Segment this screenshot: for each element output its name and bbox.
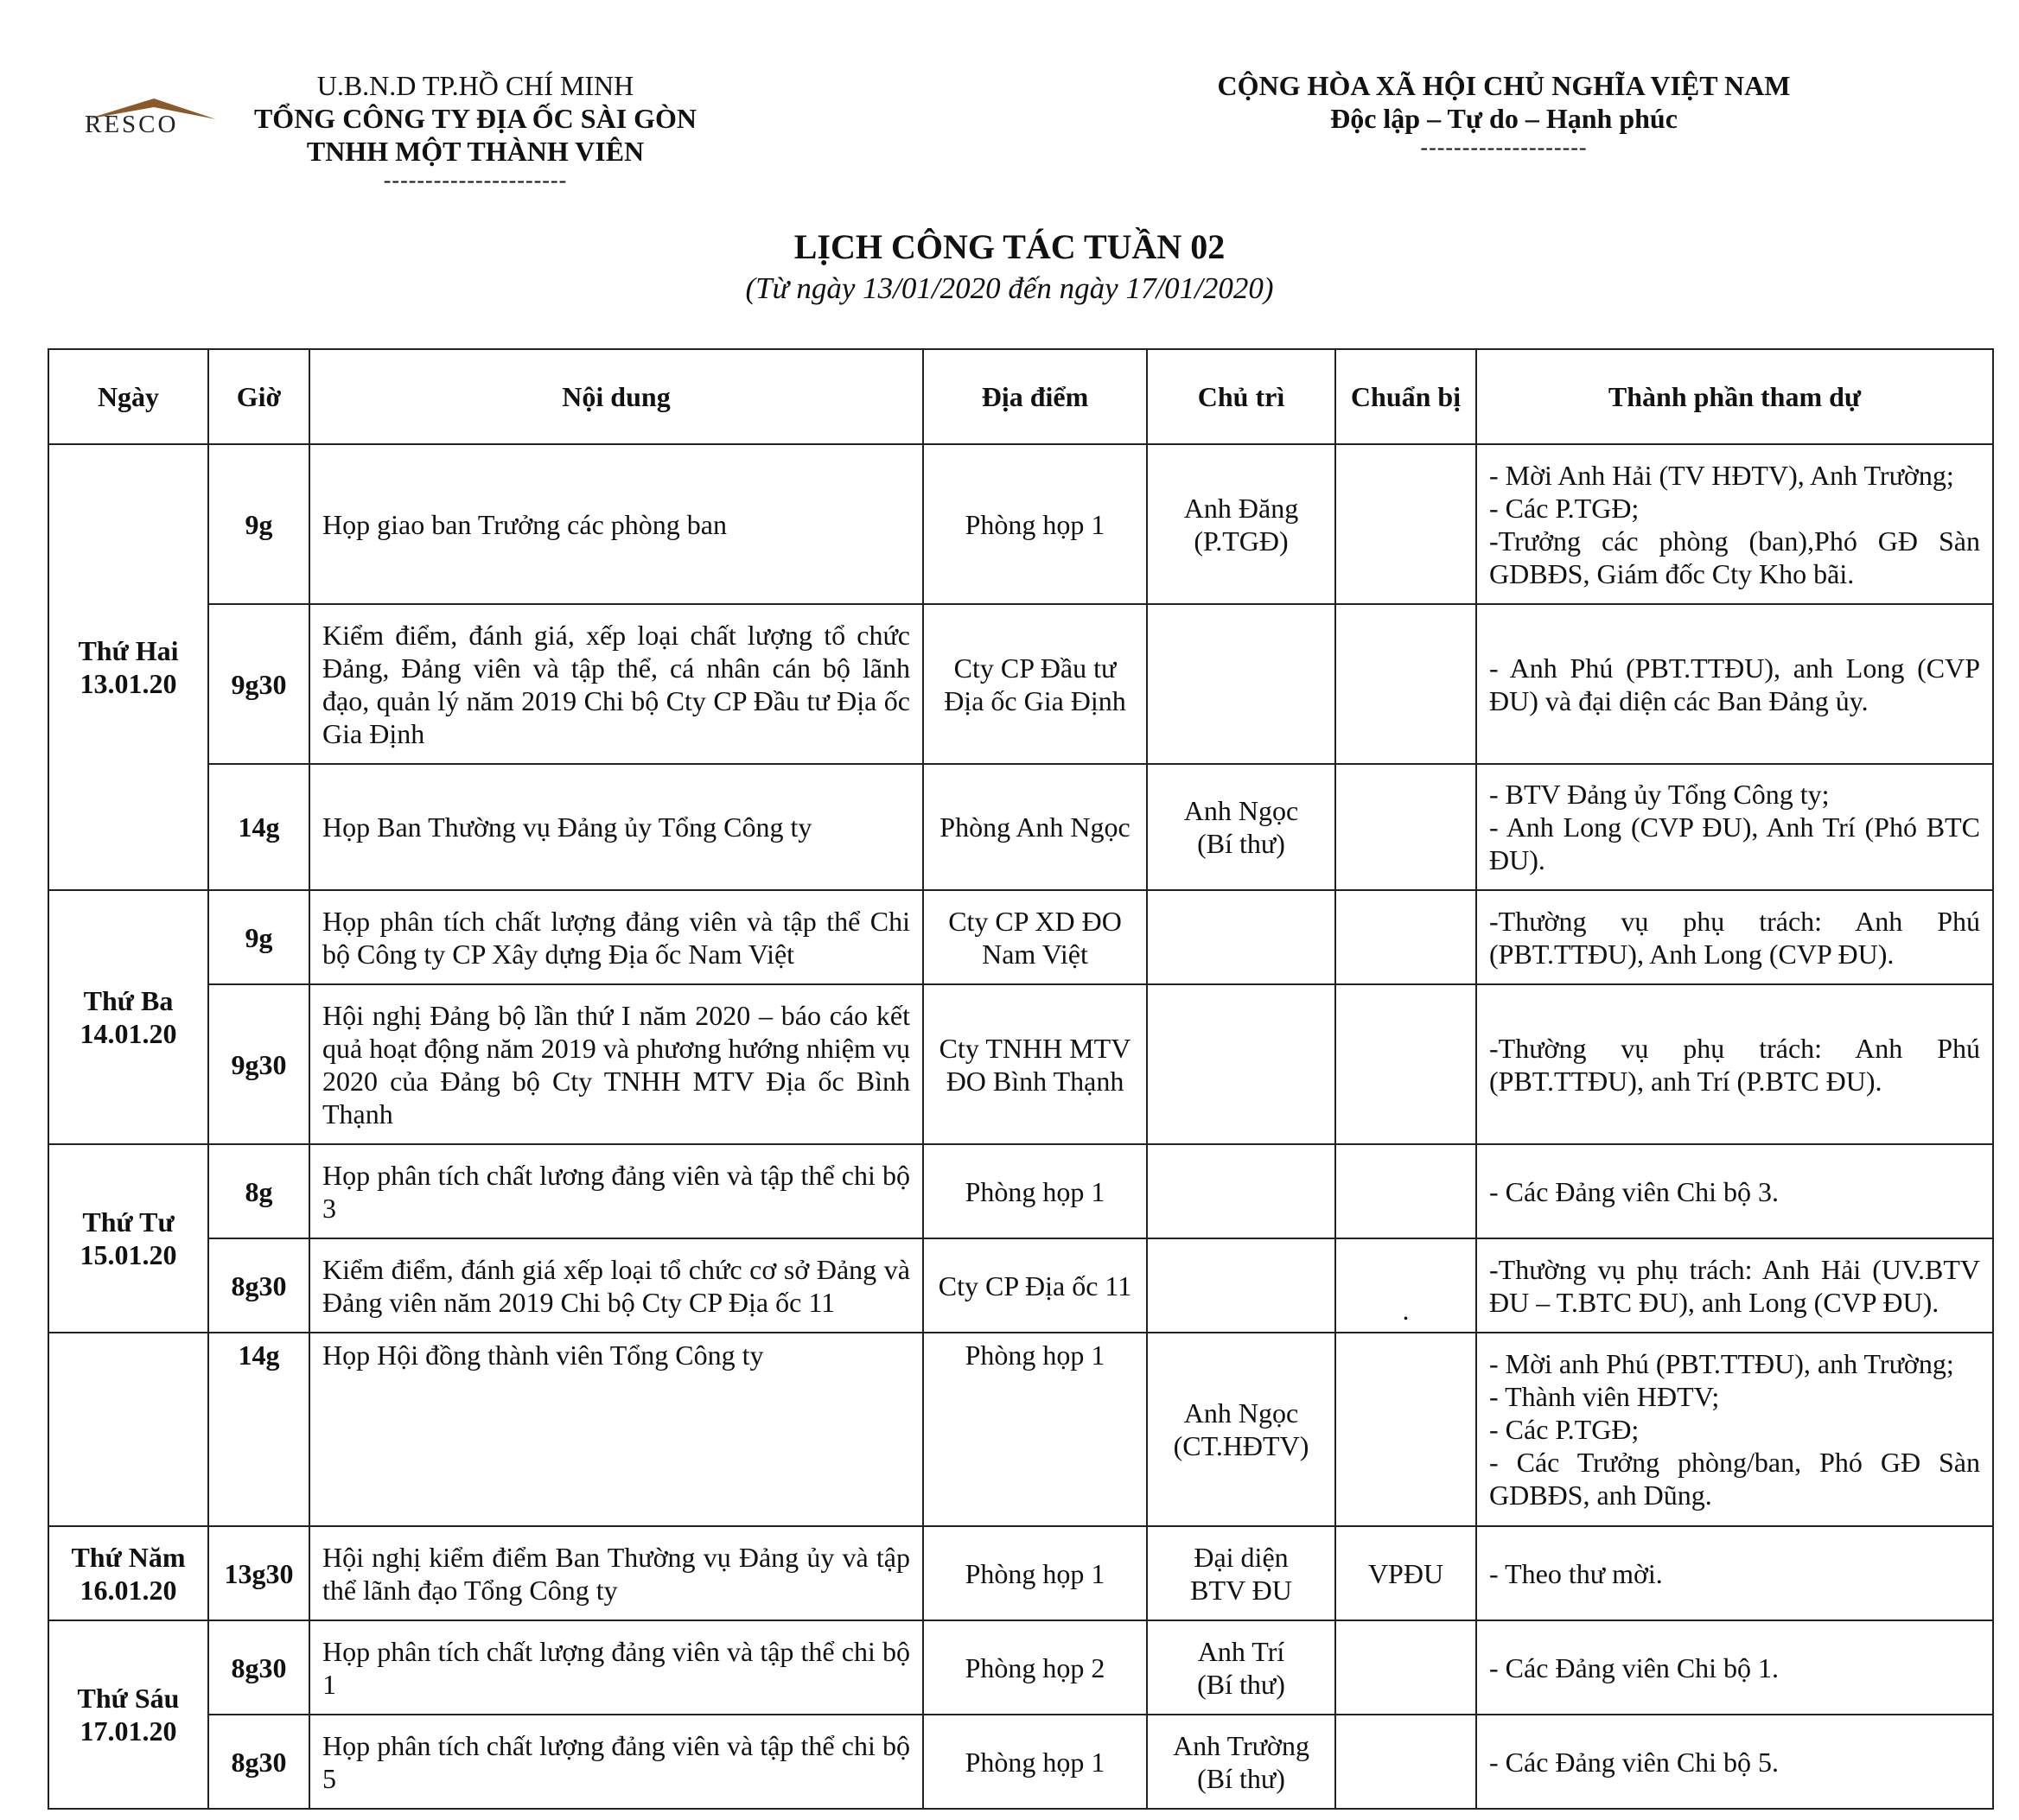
- content-cell: Kiểm điểm, đánh giá xếp loại tổ chức cơ sở Đảng và Đảng viên năm 2019 Chi bộ Cty CP Địa ốc 11: [309, 1238, 923, 1333]
- day-date: 17.01.20: [80, 1715, 177, 1747]
- content-cell: Hội nghị kiểm điểm Ban Thường vụ Đảng ủy và tập thể lãnh đạo Tổng Công ty: [309, 1526, 923, 1620]
- day-name: Thứ Hai: [78, 635, 179, 666]
- org-divider: ----------------------: [383, 168, 568, 193]
- location-cell: Phòng họp 1: [923, 1715, 1147, 1809]
- prep-cell: [1335, 1715, 1476, 1809]
- attendees-cell: [1476, 604, 1993, 764]
- attendees-cell: [1476, 1333, 1993, 1526]
- prep-cell: [1335, 764, 1476, 890]
- attendee-line: -Thường vụ phụ trách: Anh Phú (PBT.TTĐU), anh Trí (P.BTC ĐU).: [1489, 1032, 1980, 1097]
- attendee-line: -Thường vụ phụ trách: Anh Phú (PBT.TTĐU), Anh Long (CVP ĐU).: [1489, 905, 1980, 970]
- time-cell: 8g30: [208, 1620, 309, 1715]
- nation-line1: CỘNG HÒA XÃ HỘI CHỦ NGHĨA VIỆT NAM: [1217, 70, 1791, 101]
- attendees-cell: [1476, 1526, 1993, 1620]
- attendees-cell: [1476, 890, 1993, 984]
- prep-cell: [1335, 1333, 1476, 1526]
- time-cell: 8g: [208, 1144, 309, 1238]
- location-cell: Phòng họp 1: [923, 1144, 1147, 1238]
- location-cell: Cty TNHH MTV ĐO Bình Thạnh: [923, 984, 1147, 1144]
- chair-line: (Bí thư): [1197, 1762, 1285, 1794]
- chair-line: (CT.HĐTV): [1173, 1430, 1309, 1461]
- day-name: Thứ Năm: [71, 1541, 186, 1573]
- day-cell: [48, 1526, 208, 1620]
- chair-cell: [1147, 1238, 1335, 1333]
- content-cell: Họp phân tích chất lượng đảng viên và tập thể chi bộ 1: [309, 1620, 923, 1715]
- chair-cell: [1147, 984, 1335, 1144]
- prep-cell: VPĐU: [1335, 1526, 1476, 1620]
- attendees-cell: [1476, 1238, 1993, 1333]
- chair-line: (Bí thư): [1197, 1668, 1285, 1700]
- location-cell: Cty CP XD ĐO Nam Việt: [923, 890, 1147, 984]
- attendees-cell: [1476, 1715, 1993, 1809]
- table-row: [48, 444, 1993, 604]
- attendees-cell: [1476, 444, 1993, 604]
- chair-line: Anh Trường: [1173, 1729, 1309, 1761]
- chair-cell: [1147, 1333, 1335, 1526]
- chair-line: BTV ĐU: [1190, 1574, 1292, 1606]
- content-cell: Kiểm điểm, đánh giá, xếp loại chất lượng tổ chức Đảng, Đảng viên và tập thể, cá nhân cán bộ lãnh đạo, quản lý năm 2019 Chi bộ Cty CP Đầu tư Địa ốc Gia Định: [309, 604, 923, 764]
- table-row: [48, 1715, 1993, 1809]
- time-cell: 14g: [208, 1333, 309, 1526]
- attendee-line: - Mời Anh Hải (TV HĐTV), Anh Trường;: [1489, 459, 1954, 491]
- attendee-line: - Thành viên HĐTV;: [1489, 1381, 1720, 1412]
- day-cell: [48, 890, 208, 1144]
- time-cell: 8g30: [208, 1715, 309, 1809]
- day-date: 14.01.20: [80, 1018, 177, 1049]
- col-header-location: Địa điểm: [923, 349, 1147, 444]
- chair-line: Anh Đăng: [1183, 492, 1299, 524]
- org-line3: TNHH MỘT THÀNH VIÊN: [306, 136, 645, 167]
- day-name: Thứ Tư: [82, 1206, 175, 1238]
- chair-cell: [1147, 1144, 1335, 1238]
- col-header-content: Nội dung: [309, 349, 923, 444]
- chair-line: (Bí thư): [1197, 828, 1285, 859]
- day-date: 15.01.20: [80, 1239, 177, 1270]
- location-cell: Cty CP Địa ốc 11: [923, 1238, 1147, 1333]
- table-row: [48, 984, 1993, 1144]
- content-cell: Họp phân tích chất lượng đảng viên và tập thể chi bộ 5: [309, 1715, 923, 1809]
- attendee-line: - Các Đảng viên Chi bộ 1.: [1489, 1651, 1780, 1683]
- attendee-line: -Trưởng các phòng (ban),Phó GĐ Sàn GDBĐS, Giám đốc Cty Kho bãi.: [1489, 525, 1980, 589]
- attendees-cell: [1476, 1620, 1993, 1715]
- chair-cell: [1147, 444, 1335, 604]
- day-cell: [48, 1620, 208, 1809]
- col-header-day: Ngày: [48, 349, 208, 444]
- chair-cell: [1147, 1715, 1335, 1809]
- day-date: 13.01.20: [80, 668, 177, 699]
- col-header-prep: Chuẩn bị: [1335, 349, 1476, 444]
- attendee-line: - Anh Phú (PBT.TTĐU), anh Long (CVP ĐU) và đại diện các Ban Đảng ủy.: [1489, 652, 1980, 716]
- chair-cell: [1147, 604, 1335, 764]
- prep-cell: .: [1335, 1238, 1476, 1333]
- time-cell: 9g30: [208, 604, 309, 764]
- day-cell: [48, 1144, 208, 1333]
- chair-line: Anh Ngọc: [1183, 1397, 1299, 1429]
- attendee-line: - BTV Đảng ủy Tổng Công ty;: [1489, 779, 1830, 810]
- table-row: [48, 890, 1993, 984]
- location-cell: Phòng họp 2: [923, 1620, 1147, 1715]
- header-right: [1150, 69, 1858, 161]
- attendee-line: - Các Trưởng phòng/ban, Phó GĐ Sàn GDBĐS, anh Dũng.: [1489, 1447, 1980, 1511]
- page-subtitle: (Từ ngày 13/01/2020 đến ngày 17/01/2020): [745, 271, 1274, 305]
- day-cell: [48, 1333, 208, 1526]
- chair-cell: [1147, 890, 1335, 984]
- time-cell: 8g30: [208, 1238, 309, 1333]
- time-cell: 14g: [208, 764, 309, 890]
- attendee-line: - Các P.TGĐ;: [1489, 492, 1640, 524]
- prep-cell: [1335, 1144, 1476, 1238]
- table-row: [48, 1526, 1993, 1620]
- prep-cell: [1335, 984, 1476, 1144]
- chair-cell: [1147, 764, 1335, 890]
- logo-text: RESCO: [85, 111, 179, 138]
- page-title: LỊCH CÔNG TÁC TUẦN 02: [793, 227, 1226, 266]
- content-cell: Hội nghị Đảng bộ lần thứ I năm 2020 – báo cáo kết quả hoạt động năm 2019 và phương hướng nhiệm vụ 2020 của Đảng bộ Cty TNHH MTV Địa ốc Bình Thạnh: [309, 984, 923, 1144]
- org-block: [216, 69, 735, 194]
- org-line2: TỔNG CÔNG TY ĐỊA ỐC SÀI GÒN: [253, 103, 697, 134]
- table-row: [48, 1144, 1993, 1238]
- prep-cell: [1335, 444, 1476, 604]
- nation-divider: --------------------: [1420, 135, 1588, 160]
- day-name: Thứ Ba: [83, 985, 174, 1016]
- attendee-line: - Các Đảng viên Chi bộ 5.: [1489, 1746, 1780, 1778]
- content-cell: Họp Hội đồng thành viên Tổng Công ty: [309, 1333, 923, 1526]
- attendees-cell: [1476, 764, 1993, 890]
- table-row: [48, 1333, 1993, 1526]
- attendees-cell: [1476, 984, 1993, 1144]
- day-name: Thứ Sáu: [77, 1683, 180, 1714]
- attendees-cell: [1476, 1144, 1993, 1238]
- content-cell: Họp phân tích chất lương đảng viên và tập thể chi bộ 3: [309, 1144, 923, 1238]
- table-row: [48, 764, 1993, 890]
- attendee-line: - Anh Long (CVP ĐU), Anh Trí (Phó BTC ĐU).: [1489, 811, 1980, 875]
- day-date: 16.01.20: [80, 1574, 177, 1606]
- col-header-chair: Chủ trì: [1147, 349, 1335, 444]
- chair-line: Đại diện: [1194, 1541, 1289, 1573]
- day-cell: [48, 444, 208, 890]
- location-cell: Cty CP Đầu tư Địa ốc Gia Định: [923, 604, 1147, 764]
- col-header-attendees: Thành phần tham dự: [1476, 349, 1993, 444]
- table-header-row: [48, 349, 1993, 444]
- location-cell: Phòng họp 1: [923, 1333, 1147, 1526]
- nation-line2: Độc lập – Tự do – Hạnh phúc: [1330, 103, 1678, 134]
- org-line1: U.B.N.D TP.HỒ CHÍ MINH: [316, 70, 634, 101]
- attendee-line: - Theo thư mời.: [1489, 1557, 1663, 1589]
- chair-line: (P.TGĐ): [1194, 525, 1289, 557]
- attendee-line: - Các Đảng viên Chi bộ 3.: [1489, 1175, 1780, 1207]
- schedule-table: [48, 348, 1994, 1810]
- time-cell: 13g30: [208, 1526, 309, 1620]
- attendee-line: - Mời anh Phú (PBT.TTĐU), anh Trường;: [1489, 1348, 1954, 1379]
- time-cell: 9g: [208, 444, 309, 604]
- content-cell: Họp giao ban Trưởng các phòng ban: [309, 444, 923, 604]
- chair-line: Anh Trí: [1197, 1635, 1285, 1667]
- prep-cell: [1335, 1620, 1476, 1715]
- location-cell: Phòng Anh Ngọc: [923, 764, 1147, 890]
- prep-cell: [1335, 604, 1476, 764]
- table-row: [48, 604, 1993, 764]
- chair-line: Anh Ngọc: [1183, 795, 1299, 826]
- content-cell: Họp phân tích chất lượng đảng viên và tập thể Chi bộ Công ty CP Xây dựng Địa ốc Nam Việt: [309, 890, 923, 984]
- time-cell: 9g30: [208, 984, 309, 1144]
- chair-cell: [1147, 1526, 1335, 1620]
- location-cell: Phòng họp 1: [923, 1526, 1147, 1620]
- chair-cell: [1147, 1620, 1335, 1715]
- col-header-time: Giờ: [208, 349, 309, 444]
- table-row: [48, 1620, 1993, 1715]
- table-row: [48, 1238, 1993, 1333]
- attendee-line: -Thường vụ phụ trách: Anh Hải (UV.BTV ĐU – T.BTC ĐU), anh Long (CVP ĐU).: [1489, 1253, 1980, 1318]
- prep-cell: [1335, 890, 1476, 984]
- content-cell: Họp Ban Thường vụ Đảng ủy Tổng Công ty: [309, 764, 923, 890]
- attendee-line: - Các P.TGĐ;: [1489, 1414, 1640, 1445]
- time-cell: 9g: [208, 890, 309, 984]
- location-cell: Phòng họp 1: [923, 444, 1147, 604]
